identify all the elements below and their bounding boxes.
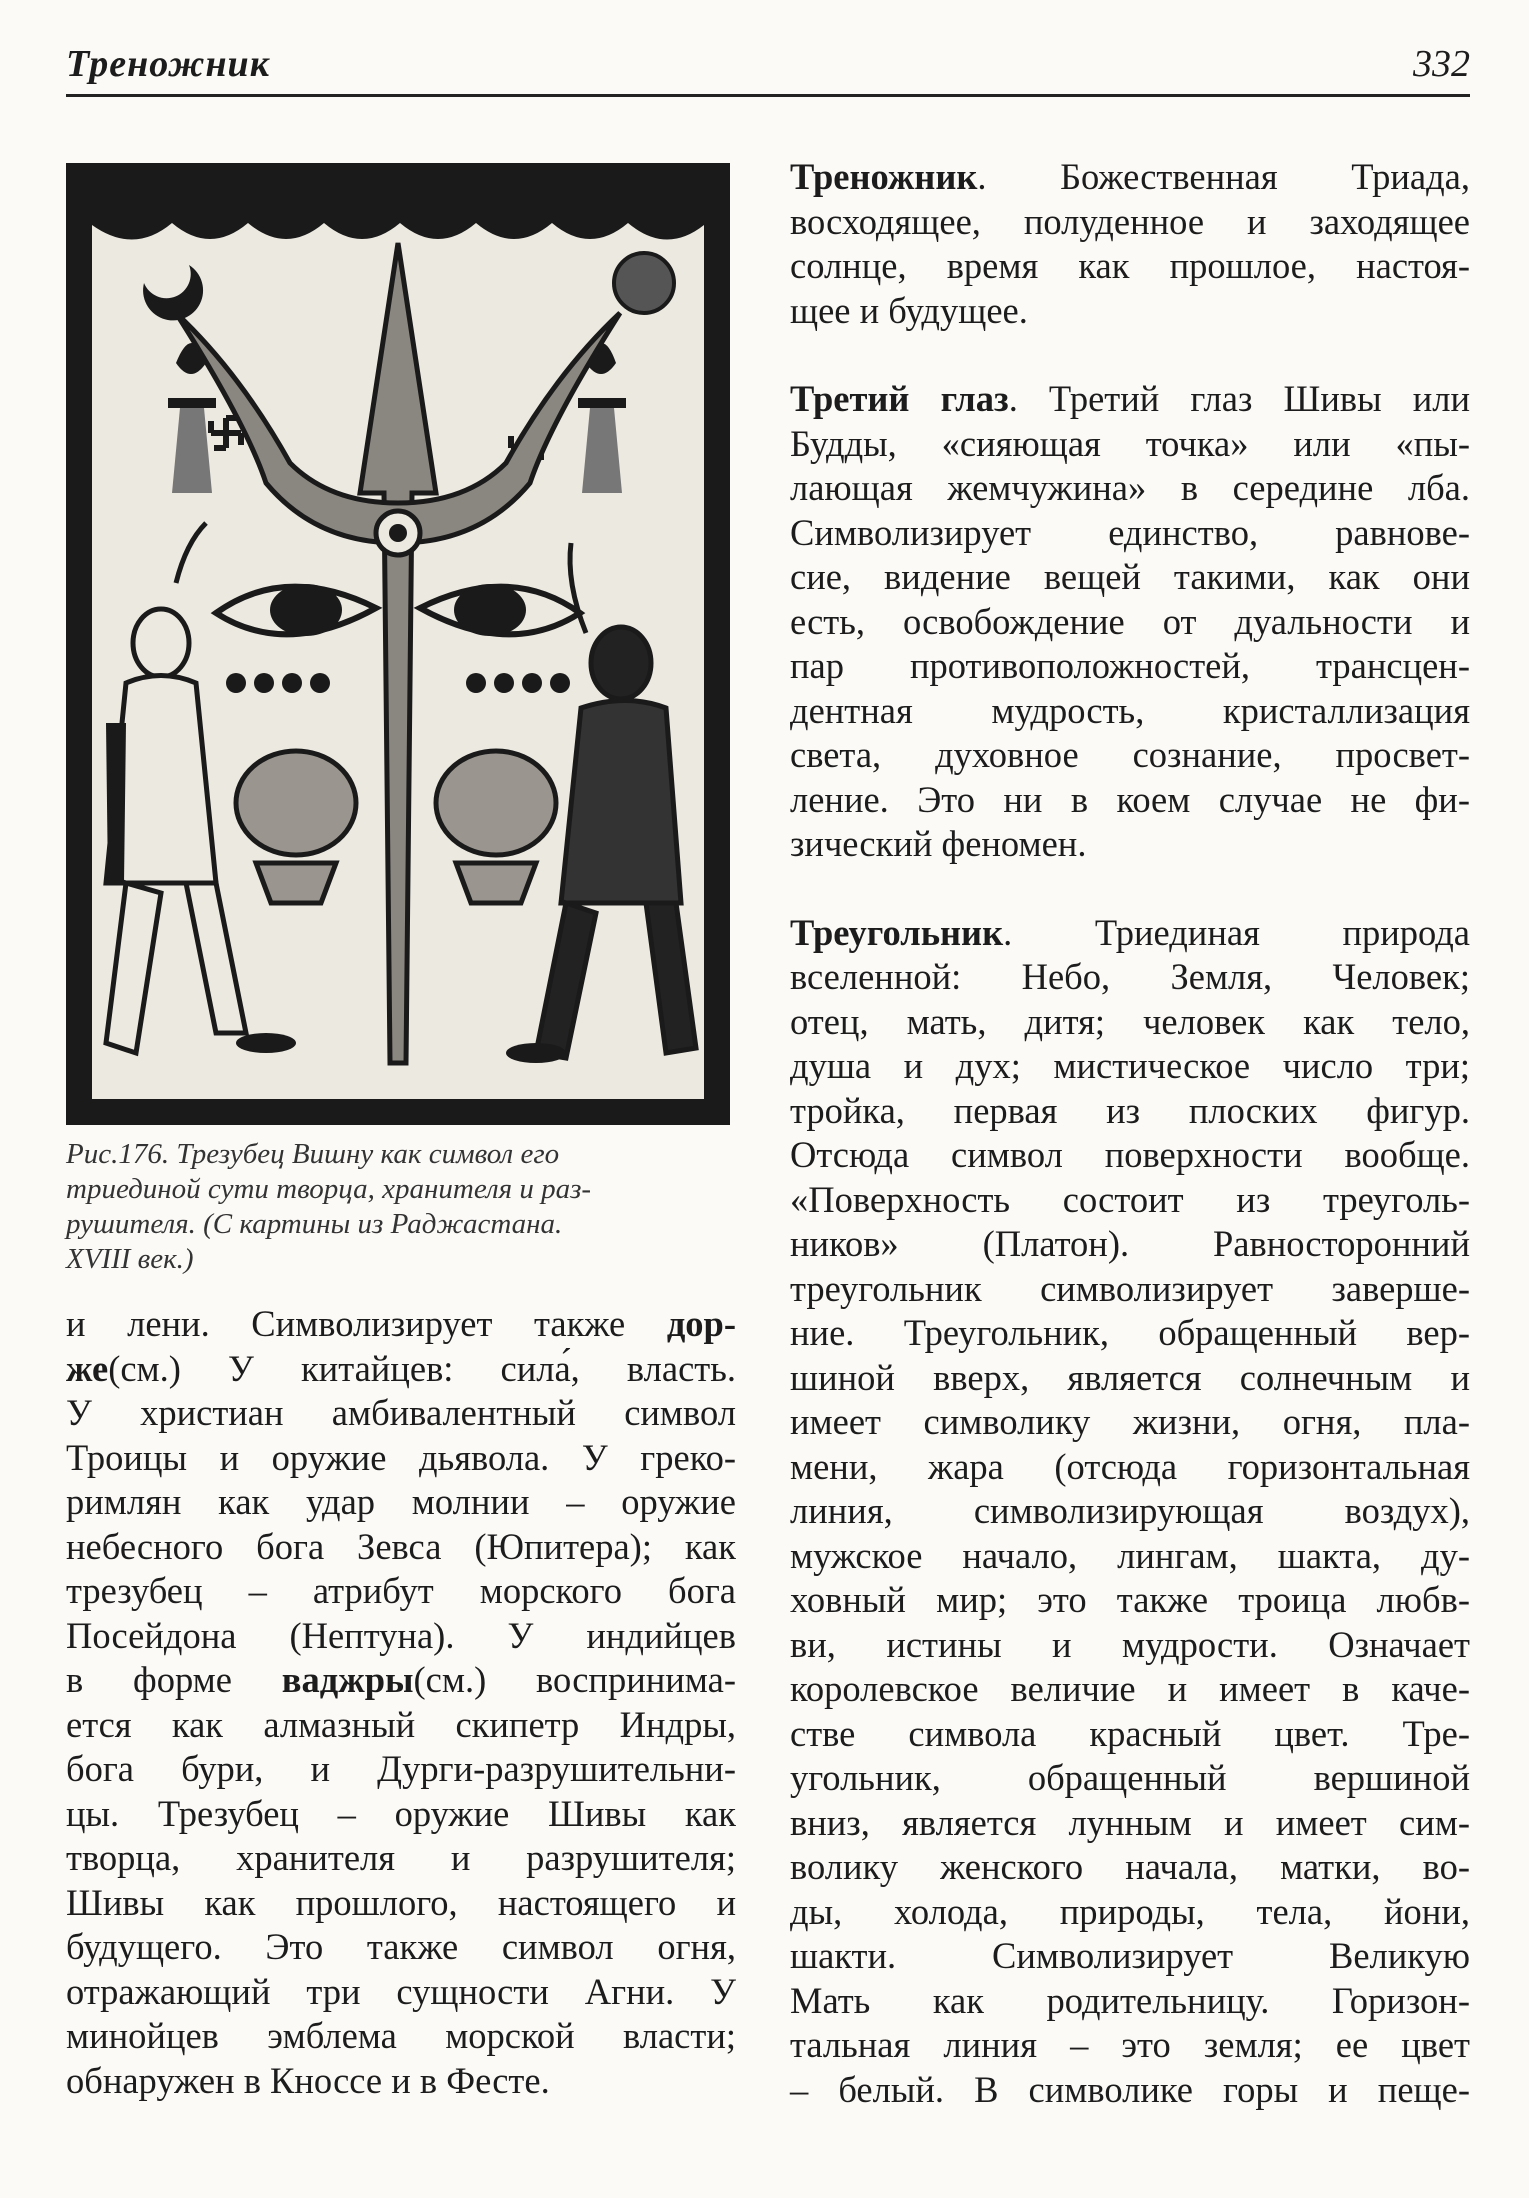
text-line: ление. Это ни в коем случае не фи- <box>790 778 1470 820</box>
text-line: «Поверхность состоит из треуголь- <box>790 1178 1470 1220</box>
text-line: ется как алмазный скипетр Индры, <box>66 1703 736 1745</box>
running-title: Треножник <box>66 43 270 85</box>
text-line: в форме ваджры(см.) воспринима- <box>66 1659 736 1700</box>
text-line: света, духовное сознание, просвет- <box>790 734 1470 775</box>
page-number: 332 <box>1413 43 1470 85</box>
text-line: и лени. Символизирует также дор- <box>66 1303 736 1344</box>
text-line: сие, видение вещей такими, как они <box>790 556 1470 597</box>
text-line: есть, освобождение от дуальности и <box>790 600 1470 642</box>
entry-trenozhnik <box>790 155 1470 333</box>
text-line: имеет символику жизни, огня, пла- <box>790 1401 1470 1442</box>
text-line: ников» (Платон). Равносторонний <box>790 1223 1470 1264</box>
entry-tretiy-glaz <box>790 377 1470 867</box>
text-line: стве символа красный цвет. Тре- <box>790 1712 1470 1754</box>
entry-treugolnik <box>790 911 1470 2113</box>
text-line: линия, символизирующая воздух), <box>790 1490 1470 1531</box>
caption-line: Рис.176. Трезубец Вишну как символ его <box>66 1138 560 1170</box>
term-dorje: дор- <box>666 1303 736 1344</box>
left-column-text <box>66 1302 736 2103</box>
text-line: ви, истины и мудрости. Означает <box>790 1623 1470 1665</box>
text-line: Третий глаз. Третий глаз Шивы или <box>790 378 1471 419</box>
text-line: бога бури, и Дурги-разрушительни- <box>66 1748 736 1789</box>
text-line: треугольник символизирует заверше- <box>790 1267 1470 1309</box>
text-line: же(см.) У китайцев: сила́, власть. <box>66 1347 736 1389</box>
entry-term: Третий глаз <box>790 378 1009 419</box>
text-line: Треножник. Божественная Триада, <box>790 156 1470 197</box>
text-line: минойцев эмблема морской власти; <box>66 2015 736 2056</box>
text-line: Троицы и оружие дьявола. У греко- <box>66 1436 736 1478</box>
text-line: – белый. В символике горы и пеще- <box>790 2068 1470 2110</box>
text-line: мени, жара (отсюда горизонтальная <box>790 1445 1470 1487</box>
caption-line: триединой сути творца, хранителя и раз- <box>66 1173 592 1205</box>
entry-term: Треугольник <box>790 911 1004 953</box>
text-line: Мать как родительницу. Горизон- <box>790 1979 1470 2021</box>
text-line: отражающий три сущности Агни. У <box>66 1970 736 2012</box>
text-line: шиной вверх, является солнечным и <box>790 1356 1470 1398</box>
text-line: шакти. Символизирует Великую <box>790 1935 1470 1976</box>
text-line: тальная линия – это земля; ее цвет <box>790 2024 1470 2065</box>
text-line: вниз, является лунным и имеет сим- <box>790 1801 1470 1843</box>
text-line: Отсюда символ поверхности вообще. <box>790 1134 1470 1175</box>
entry-term: Треножник <box>790 156 978 197</box>
text-line: вселенной: Небо, Земля, Человек; <box>790 956 1470 997</box>
text-line: Символизирует единство, равнове- <box>790 511 1470 553</box>
text-line: щее и будущее. <box>790 289 1028 331</box>
text-line: обнаружен в Кноссе и в Фесте. <box>66 2059 550 2101</box>
right-column-text <box>790 155 1470 2156</box>
caption-line: XVIII век.) <box>66 1243 194 1275</box>
text-line: душа и дух; мистическое число три; <box>790 1045 1470 1086</box>
text-line: римлян как удар молнии – оружие <box>66 1481 736 1522</box>
text-line: ды, холода, природы, тела, йони, <box>790 1890 1470 1932</box>
text-line: ховный мир; это также троица любв- <box>790 1579 1470 1620</box>
text-line: пар противоположностей, трансцен- <box>790 645 1470 686</box>
text-line: волику женского начала, матки, во- <box>790 1846 1470 1887</box>
caption-line: рушителя. (С картины из Раджастана. <box>66 1208 563 1240</box>
text-line: Треугольник. Триединая природа <box>790 911 1470 953</box>
term-dorje-cont: же <box>66 1347 109 1389</box>
text-line: мужское начало, лингам, шакта, ду- <box>790 1534 1470 1576</box>
term-vajra: ваджры <box>281 1659 414 1700</box>
text-line: королевское величие и имеет в каче- <box>790 1668 1470 1709</box>
text-line: солнце, время как прошлое, настоя- <box>790 245 1470 286</box>
text-line: восходящее, полуденное и заходящее <box>790 200 1470 242</box>
text-line: ние. Треугольник, обращенный вер- <box>790 1312 1470 1353</box>
text-line: отец, мать, дитя; человек как тело, <box>790 1000 1470 1042</box>
text-line: У христиан амбивалентный символ <box>66 1392 736 1433</box>
figure-caption <box>66 1137 736 1277</box>
text-line: трезубец – атрибут морского бога <box>66 1570 736 1611</box>
text-line: творца, хранителя и разрушителя; <box>66 1837 736 1878</box>
text-line: Будды, «сияющая точка» или «пы- <box>790 422 1470 464</box>
text-line: небесного бога Зевса (Юпитера); как <box>66 1525 736 1567</box>
text-line: будущего. Это также символ огня, <box>66 1926 736 1967</box>
text-line: зический феномен. <box>790 823 1087 864</box>
text-line: Шивы как прошлого, настоящего и <box>66 1881 736 1923</box>
text-line: дентная мудрость, кристаллизация <box>790 689 1470 731</box>
running-header <box>66 38 1470 97</box>
text-line: цы. Трезубец – оружие Шивы как <box>66 1792 736 1834</box>
trident-illustration <box>66 163 730 1125</box>
text-line: угольник, обращенный вершиной <box>790 1757 1470 1798</box>
text-line: тройка, первая из плоских фигур. <box>790 1089 1470 1131</box>
text-line: лающая жемчужина» в середине лба. <box>790 467 1470 508</box>
text-line: Посейдона (Нептуна). У индийцев <box>66 1614 736 1656</box>
